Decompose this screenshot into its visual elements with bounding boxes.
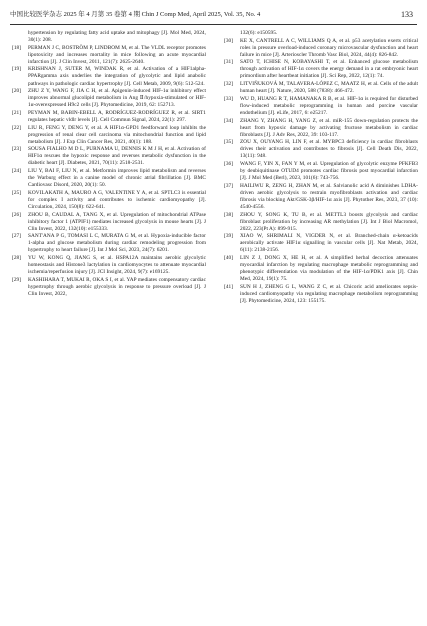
reference-item xyxy=(224,38,418,59)
reference-item xyxy=(224,183,418,211)
reference-item xyxy=(12,146,206,167)
reference-text: ZHU Z Y, WANG F, JIA C H, et al. Apigenin-induced HIF-1α inhibitory effect improves abnormal glucolipid metabolism in Ang Ⅱ/hypoxia-stimulated or HIF-1α-overexpressed H9c2 cells [J]. Phytomedicine, 2019, 62: 152713. xyxy=(28,88,206,109)
reference-text: PERMAN J C, BOSTRÖM P, LINDBOM M, et al. The VLDL receptor promotes lipotoxicity and increases mortality in mice following an acute myocardial infarction [J]. J Clin Invest, 2011, 121(7): 2625-2640. xyxy=(28,44,206,65)
reference-item xyxy=(12,212,206,233)
reference-item xyxy=(224,96,418,117)
reference-item xyxy=(12,168,206,189)
reference-number: [18] xyxy=(12,44,22,51)
reference-item xyxy=(224,284,418,305)
reference-text: LIU R, FENG Y, DENG Y, et al. A HIF1α-GPD1 feedforward loop inhibits the progression of renal clear cell carcinoma via mitochondrial function and lipid metabolism [J]. J Exp Clin Cancer Res, 2021, 40(1): 188. xyxy=(28,124,206,145)
reference-text: KRISHNAN J, SUTER M, WINDAK R, et al. Activation of a HIF1alpha-PPARgamma axis underlies the integration of glycolytic and lipid anabolic pathways in pathologic cardiac hypertrophy [J]. Cell Metab, 2009, 9(6): 512-524. xyxy=(28,66,206,87)
reference-number: [39] xyxy=(224,233,234,240)
reference-item xyxy=(224,212,418,233)
reference-item xyxy=(224,59,418,80)
reference-text: KASHIHARA T, MUKAI R, OKA S I, et al. YAP mediates compensatory cardiac hypertrophy through aerobic glycolysis in response to pressure overload [J]. J Clin Invest, 2022, xyxy=(28,276,206,297)
reference-number: [30] xyxy=(224,37,234,44)
reference-text: LIU Y, BAI F, LIU N, et al. Metformin improves lipid metabolism and reverses the Warburg effect in a canine model of chronic atrial fibrillation [J]. BMC Cardiovasc Disord, 2020, 20(1): 50. xyxy=(28,168,206,189)
reference-number: [41] xyxy=(224,283,234,290)
reference-text: SANT'ANA P G, TOMASI L C, MURATA G M, et al. Hypoxia-inducible factor 1-alpha and glucose metabolism during cardiac remodeling progression from hypertrophy to heart failure [J]. Int J Mol Sci, 2023, 24(7): 6201. xyxy=(28,233,206,254)
reference-item xyxy=(224,233,418,254)
reference-text: ZHOU B, CAUDAL A, TANG X, et al. Upregulation of mitochondrial ATPase inhibitory factor 1 (ATPIF1) mediates increased glycolysis in mouse hearts [J]. J Clin Invest, 2022, 132(10): e155333. xyxy=(28,211,206,232)
reference-text: 132(6): e150595. xyxy=(240,30,278,36)
header-rule xyxy=(10,24,417,25)
reference-text: SATO T, ICHISE N, KOBAYASHI T, et al. Enhanced glucose metabolism through activation of HIF-1α covers the energy demand in a rat embryonic heart primordium after heartbeat initiation [J]. Sci Rep, 2022, 12(1): 74. xyxy=(240,59,418,80)
reference-number: [37] xyxy=(224,182,234,189)
reference-text: ZOU X, OUYANG H, LIN F, et al. MYBPC3 deficiency in cardiac fibroblasts drives their activation and contributes to fibrosis [J]. Cell Death Dis, 2022, 13(11): 948. xyxy=(240,139,418,160)
reference-number: [24] xyxy=(12,168,22,175)
reference-text: SUN H J, ZHENG G L, WANG Z C, et al. Chicoric acid ameliorates sepsis-induced cardiomyopathy via regulating macrophage metabolism reprogramming [J]. Phytomedicine, 2024, 123: 155175. xyxy=(240,283,418,304)
reference-text: LIN Z J, DONG X, HE H, et al. A simplified herbal decoction attenuates myocardial infarction by regulating macrophage metabolic reprogramming and phenotypic differentiation via modulation of the HIF-1α/PDK1 axis [J]. Chin Med, 2024, 19(1): 75. xyxy=(240,254,418,283)
reference-text: KOVILAKATH A, MAURO A G, VALENTINE Y A, et al. SPTLC3 is essential for complex I activity and contributes to ischemic cardiomyopathy [J]. Circulation, 2024, 150(8): 622-641. xyxy=(28,189,206,210)
reference-number: [31] xyxy=(224,59,234,66)
reference-number: [29] xyxy=(12,276,22,283)
reference-number: [19] xyxy=(12,66,22,73)
reference-number: [40] xyxy=(224,254,234,261)
reference-number: [35] xyxy=(224,139,234,146)
reference-number: [22] xyxy=(12,124,22,131)
reference-item xyxy=(224,30,418,37)
reference-number: [33] xyxy=(224,95,234,102)
reference-text: PEYMAN M, BABIN-EBELL A, RODRÍGUEZ-RODRÍGUEZ R, et al. SIRT1 regulates hepatic vldlr levels [J]. Cell Commun Signal, 2024, 22(1): 297. xyxy=(28,109,206,123)
reference-item xyxy=(224,139,418,160)
references-right-column xyxy=(224,30,418,622)
reference-item xyxy=(12,110,206,124)
journal-header: 中国比较医学杂志 2025 年 4 月第 35 卷第 4 期 Chin J Comp Med, April 2025, Vol. 35, No. 4 xyxy=(10,11,261,18)
reference-text: ZHOU Y, SONG K, TU B, et al. METTL3 boosts glycolysis and cardiac fibroblast proliferation by increasing AR methylation [J]. Int J Biol Macromol, 2022, 223(Pt A): 899-915. xyxy=(240,211,418,232)
reference-text: XIAO W, SHRIMALI N, VIGDER N, et al. Branched-chain α-ketoacids aerobically activate HIF1α signalling in vascular cells [J]. Nat Metab, 2024, 6(11): 2138-2156. xyxy=(240,233,418,254)
reference-text: KE X, CANTRELL A C, WILLIAMS Q A, et al. p53 acetylation exerts critical roles in pressure overload-induced coronary microvascular dysfunction and heart failure in mice [J]. Arterioscler Thromb Vasc Biol, 2024, 44(4): 826-842. xyxy=(240,37,418,58)
reference-item xyxy=(224,255,418,283)
reference-item xyxy=(12,30,206,44)
reference-item xyxy=(224,118,418,139)
reference-item xyxy=(12,125,206,146)
reference-text: HAILIWU R, ZENG H, ZHAN M, et al. Salvianolic acid A diminishes LDHA-driven aerobic glycolysis to restrain myofibroblasts activation and cardiac fibrosis via blocking Akt/GSK-3β/HIF-1α axis [J]. Phytother Res, 2023, 37 (10): 4540-4556. xyxy=(240,182,418,210)
page-header xyxy=(10,8,417,22)
references-left-column xyxy=(12,30,206,622)
reference-text: WANG F, YIN X, FAN Y M, et al. Upregulation of glycolytic enzyme PFKFB3 by deubiquitinase OTUD4 promotes cardiac fibrosis post myocardial infarction [J]. J Mol Med (Berl), 2023, 101(6): 743-756. xyxy=(240,161,418,182)
reference-number: [27] xyxy=(12,233,22,240)
page-number: 133 xyxy=(401,10,413,19)
reference-number: [26] xyxy=(12,211,22,218)
reference-item xyxy=(12,190,206,211)
reference-number: [23] xyxy=(12,146,22,153)
reference-number: [32] xyxy=(224,81,234,88)
reference-number: [21] xyxy=(12,109,22,116)
reference-text: WU D, HUANG R T, HAMANAKA R B, et al. HIF-1α is required for disturbed flow-induced metabolic reprogramming in human and porcine vascular endothelium [J]. eLife, 2017, 6: e25217. xyxy=(240,95,418,116)
reference-text: hypertension by regulating fatty acid uptake and mitophagy [J]. Mol Med, 2024, 30(1): 208. xyxy=(28,30,206,44)
reference-item xyxy=(12,255,206,276)
reference-item xyxy=(224,161,418,182)
reference-item xyxy=(12,66,206,87)
reference-number: [28] xyxy=(12,254,22,261)
reference-number: [36] xyxy=(224,161,234,167)
reference-item xyxy=(12,45,206,66)
reference-item xyxy=(12,277,206,298)
reference-item xyxy=(12,233,206,254)
reference-number: [25] xyxy=(12,189,22,196)
reference-number: [38] xyxy=(224,211,234,218)
reference-number: [34] xyxy=(224,117,234,124)
reference-text: YU W, KONG Q, JIANG S, et al. HSPA12A maintains aerobic glycolytic homeostasis and Histone3 lactylation in cardiomyocytes to attenuate myocardial ischemia/reperfusion injury [J]. JCI Insight, 2024, 9(7): e169125. xyxy=(28,254,206,276)
reference-item xyxy=(224,81,418,95)
reference-item xyxy=(12,88,206,109)
reference-text: SOUSA FIALHO M D L, PURNAMA U, DENNIS K M J H, et al. Activation of HIF1α rescues the hypoxic response and reverses metabolic dysfunction in the diabetic heart [J]. Diabetes, 2021, 70(11): 2518-2531. xyxy=(28,146,206,167)
reference-text: LITVIŇUKOVÁ M, TALAVERA-LÓPEZ C, MAATZ H, et al. Cells of the adult human heart [J]. Nature, 2020, 588 (7838): 466-472. xyxy=(240,81,418,95)
reference-text: ZHANG Y, ZHANG H, YANG Z, et al. miR-155 down-regulation protects the heart from hypoxic damage by activating fructose metabolism in cardiac fibroblasts [J]. J Adv Res, 2022, 39: 103-117. xyxy=(240,117,418,138)
reference-number: [20] xyxy=(12,88,22,95)
